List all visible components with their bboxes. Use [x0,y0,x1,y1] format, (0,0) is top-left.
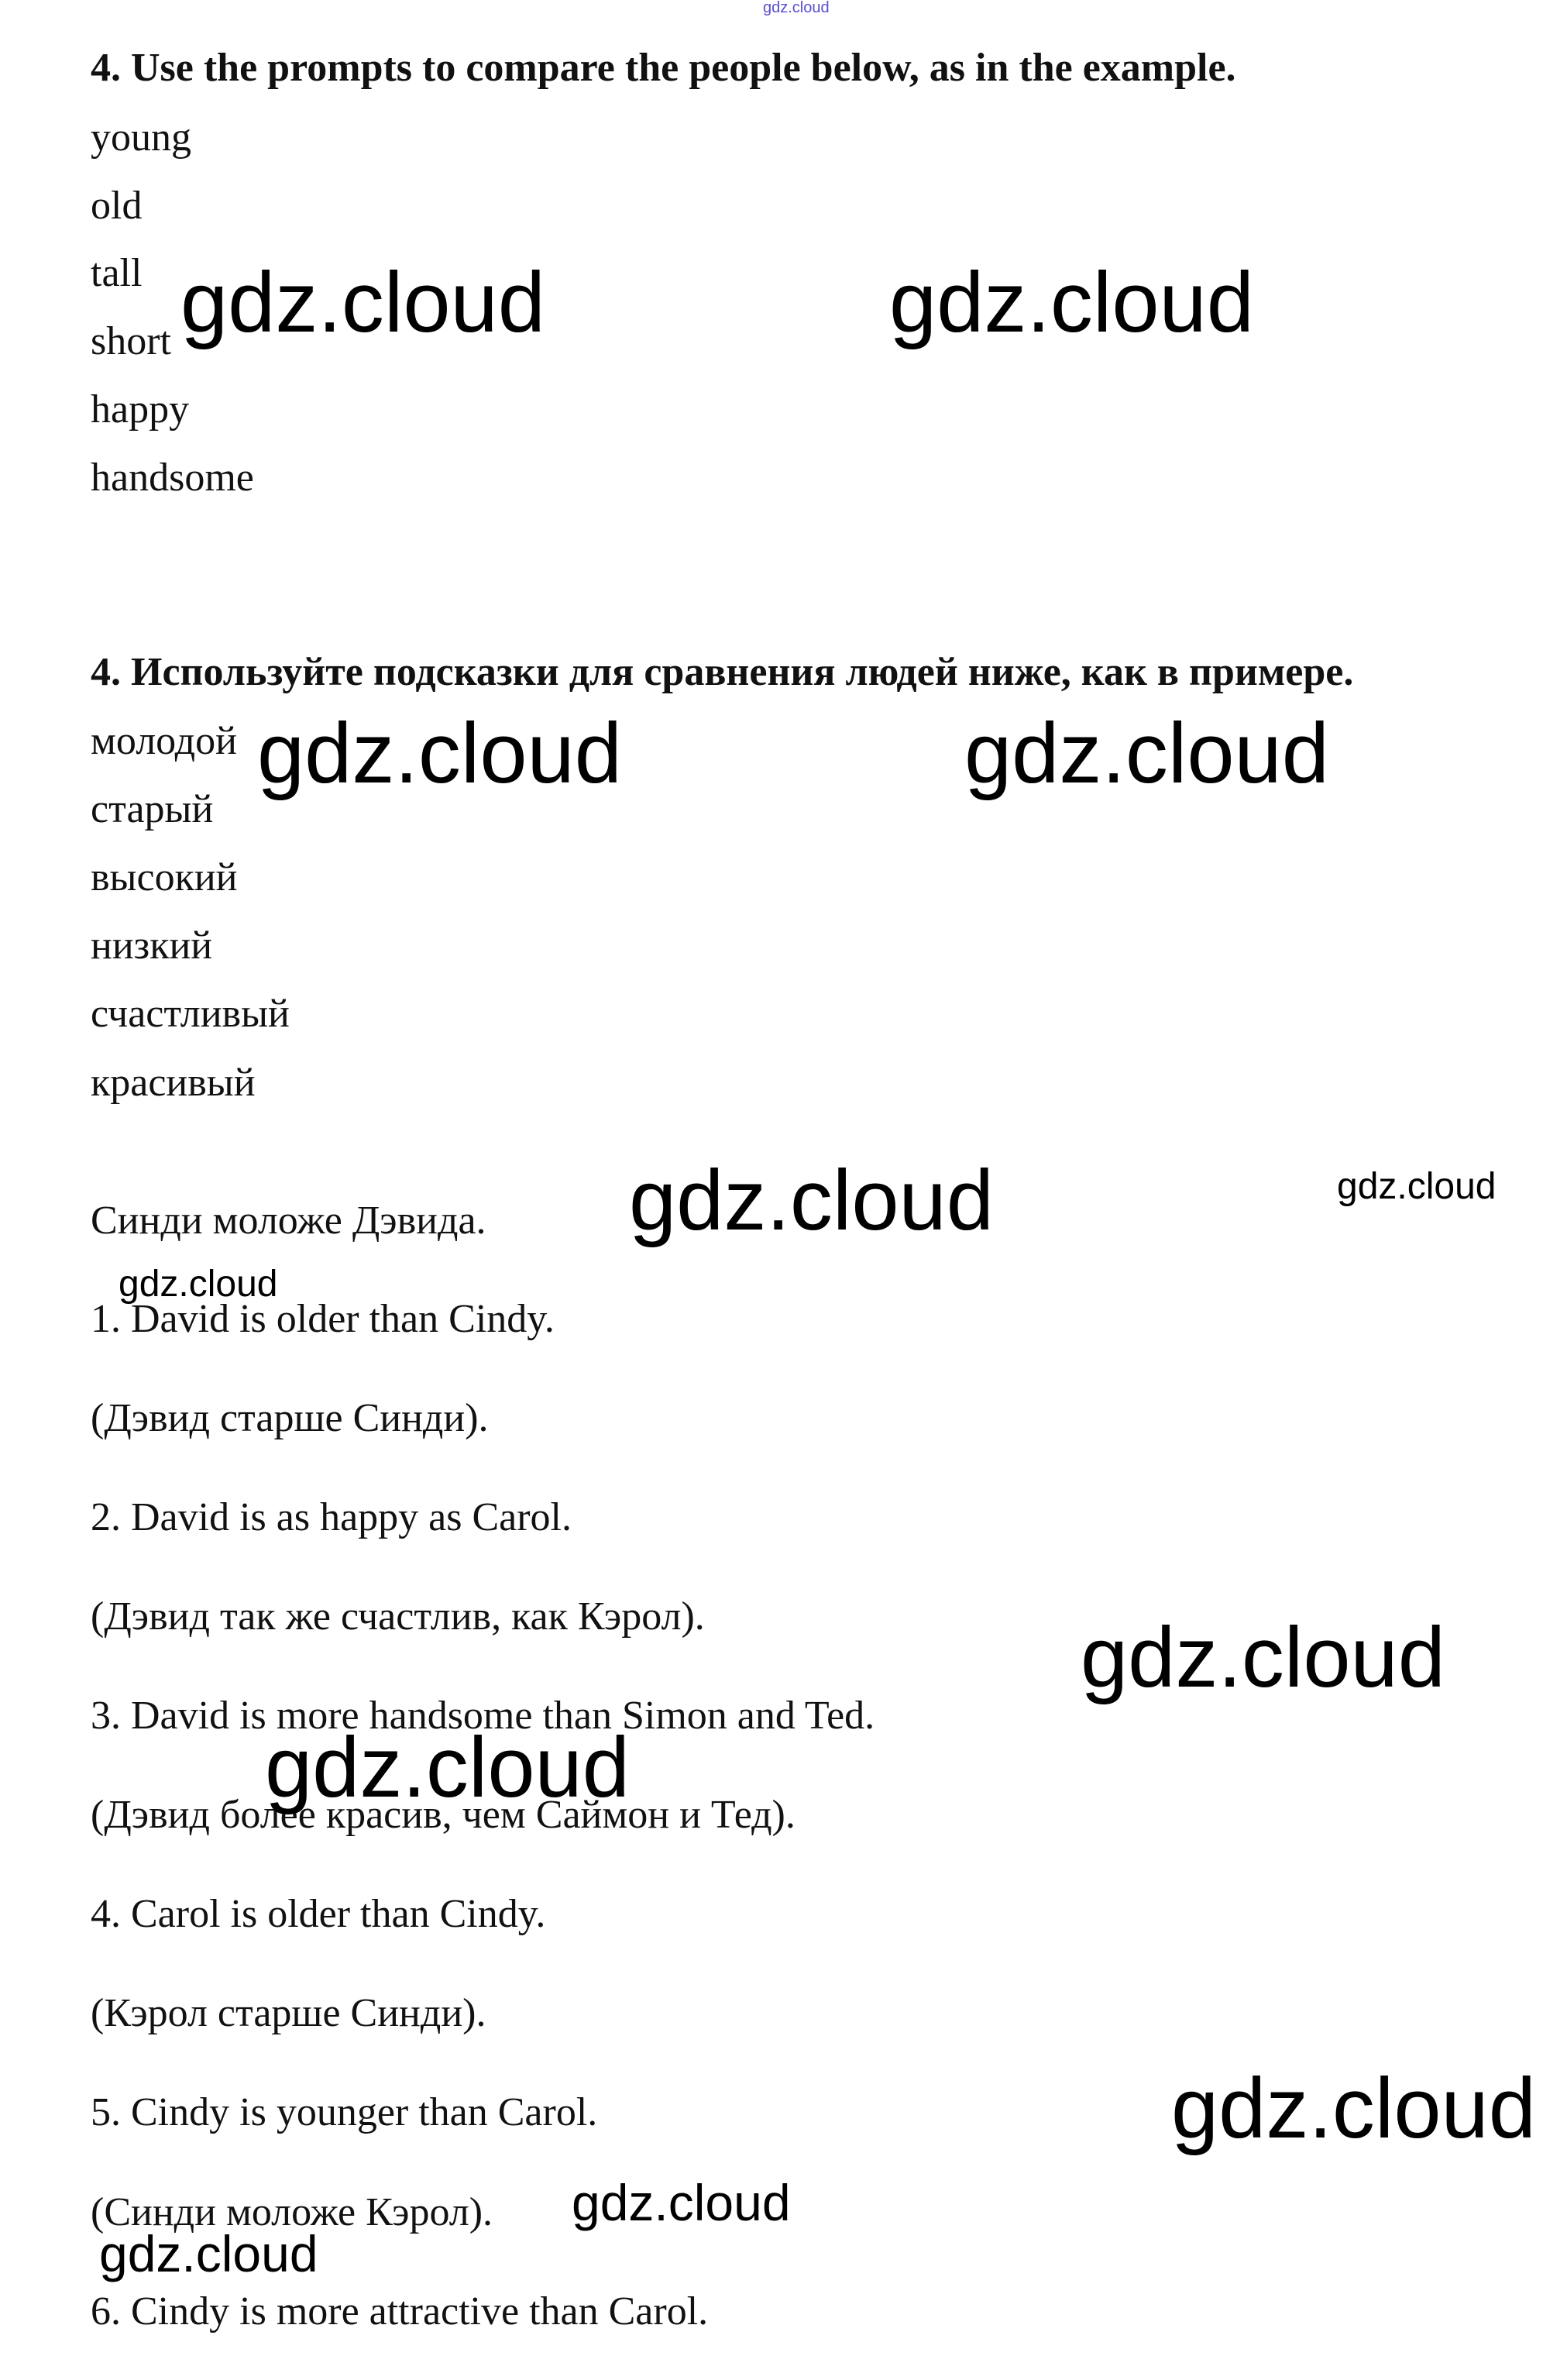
answer-translation: (Дэвид так же счастлив, как Кэрол). [91,1594,705,1639]
answer-line: 6. Cindy is more attractive than Carol. [91,2289,709,2334]
english-word: short [91,319,171,363]
russian-word: низкий [91,923,213,968]
watermark: gdz.cloud [257,706,622,801]
english-word: tall [91,251,143,295]
russian-word: счастливый [91,992,290,1036]
watermark: gdz.cloud [629,1153,994,1248]
answer-line: 5. Cindy is younger than Carol. [91,2090,598,2134]
answer-translation: (Кэрол старше Синди). [91,1991,486,2035]
watermark: gdz.cloud [572,2174,791,2231]
english-word: happy [91,387,190,432]
english-word: old [91,184,143,228]
watermark: gdz.cloud [889,255,1254,350]
watermark: gdz.cloud [1081,1610,1445,1705]
english-word: young [91,115,191,160]
english-heading: 4. Use the prompts to compare the people below, as in the example. [91,46,1236,90]
watermark: gdz.cloud [1337,1166,1497,1207]
russian-word: молодой [91,719,237,763]
english-word: handsome [91,456,254,500]
answer-line: 3. David is more handsome than Simon and Ted. [91,1694,875,1738]
top-watermark: gdz.cloud [763,0,830,16]
answer-line: 1. David is older than Cindy. [91,1297,555,1341]
watermark: gdz.cloud [119,1264,278,1305]
watermark: gdz.cloud [265,1720,630,1815]
answer-line: 2. David is as happy as Carol. [91,1495,572,1539]
watermark: gdz.cloud [1171,2061,1536,2156]
russian-word: высокий [91,855,238,899]
answer-translation: (Дэвид более красив, чем Саймон и Тед). [91,1793,796,1837]
russian-word: красивый [91,1061,256,1105]
example-sentence: Синди моложе Дэвида. [91,1199,486,1243]
watermark: gdz.cloud [99,2225,318,2282]
answer-line: 4. Carol is older than Cindy. [91,1892,546,1936]
answer-translation: (Синди моложе Кэрол). [91,2190,493,2234]
russian-heading: 4. Используйте подсказки для сравнения людей ниже, как в примере. [91,650,1354,694]
watermark: gdz.cloud [964,706,1329,801]
watermark: gdz.cloud [180,255,545,350]
russian-word: старый [91,787,214,831]
answer-translation: (Дэвид старше Синди). [91,1396,489,1440]
